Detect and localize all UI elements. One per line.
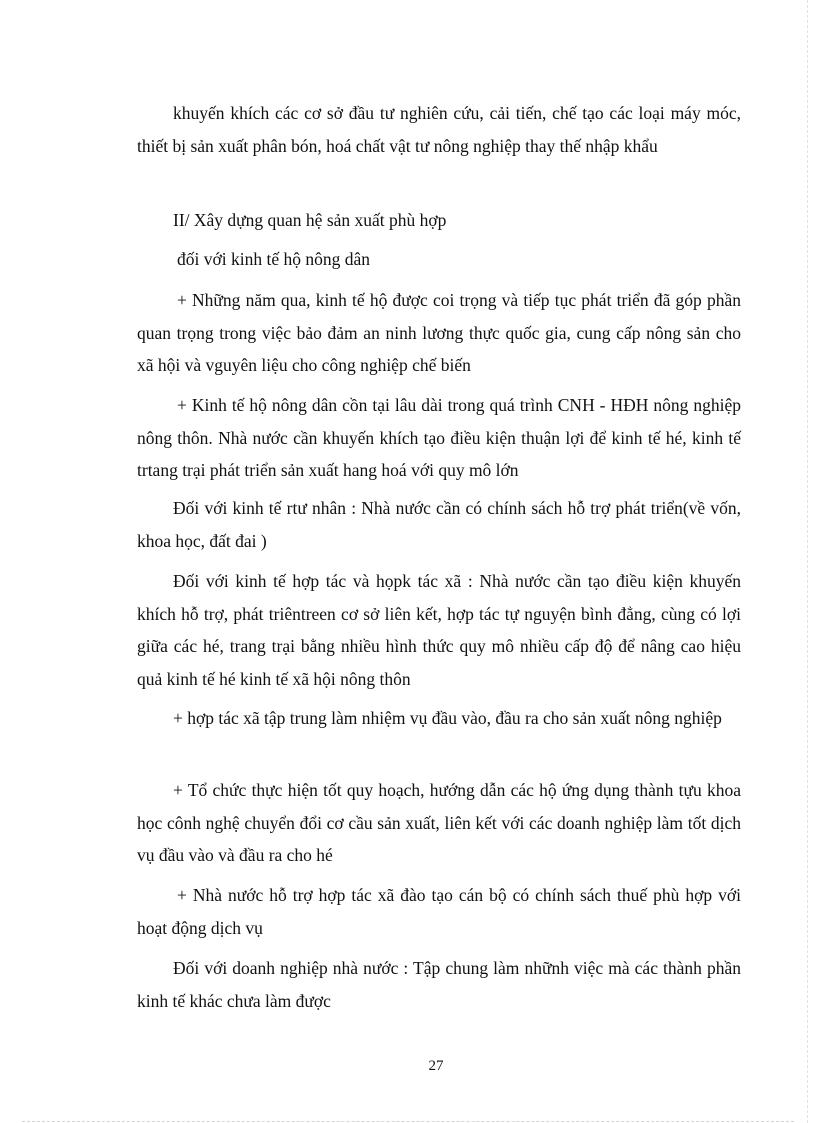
paragraph-continuation: khuyến khích các cơ sở đầu tư nghiên cứu, cải tiến, chế tạo các loại máy móc, thiết bị sản xuất phân bón, hoá chất vật tư nông nghiệp thay thế nhập khẩu xyxy=(137,103,741,156)
page-bottom-border xyxy=(22,1121,794,1122)
subsection-heading: đối với kinh tế hộ nông dân xyxy=(177,249,370,269)
paragraph-household-longterm: + Kinh tế hộ nông dân cồn tại lâu dài trong quá trình CNH - HĐH nông nghiệp nông thôn. Nhà nước cần khuyến khích tạo điều kiện thuận lợi để kinh tế hé, kinh tế trtang trại phát triển sản xuất hang hoá với quy mô lớn xyxy=(137,395,741,480)
paragraph-cooperative-economy: Đối với kinh tế hợp tác và họpk tác xã : Nhà nước cần tạo điều kiện khuyến khích hỗ trợ, phát triêntreen cơ sở liên kết, hợp tác tự nguyện bình đẳng, cùng có lợi giữa các hé, trang trại bằng nhiều hình thức quy mô nhiều cấp độ để nâng cao hiệu quả kinh tế hé kinh tế xã hội nông thôn xyxy=(137,571,741,689)
page-number: 27 xyxy=(428,1058,444,1074)
paragraph-household-economy: + Những năm qua, kinh tế hộ được coi trọng và tiếp tục phát triển đã góp phần quan trọng trong việc bảo đảm an ninh lương thực quốc gia, cung cấp nông sản cho xã hội và vguyên liệu cho công nghiệp chế biến xyxy=(137,290,741,375)
paragraph-private-economy: Đối với kinh tế rtư nhân : Nhà nước cần có chính sách hỗ trợ phát triển(về vốn, khoa học, đất đai ) xyxy=(137,498,741,551)
section-heading: II/ Xây dựng quan hệ sản xuất phù hợp xyxy=(173,210,447,230)
paragraph-state-support: + Nhà nước hỗ trợ hợp tác xã đào tạo cán bộ có chính sách thuế phù hợp với hoạt động dịch vụ xyxy=(137,885,741,938)
page-right-border xyxy=(807,0,808,1123)
paragraph-planning: + Tổ chức thực hiện tốt quy hoạch, hướng dẫn các hộ ứng dụng thành tựu khoa học cônh nghệ chuyển đổi cơ cầu sản xuất, liên kết với các doanh nghiệp làm tốt dịch vụ đầu vào và đầu ra cho hé xyxy=(137,780,741,865)
paragraph-state-enterprise: Đối với doanh nghiệp nhà nước : Tập chung làm nhữnh việc mà các thành phần kinh tế khác chưa làm được xyxy=(137,958,741,1011)
paragraph-cooperative-inputs: + hợp tác xã tập trung làm nhiệm vụ đầu vào, đầu ra cho sản xuất nông nghiệp xyxy=(173,708,722,728)
